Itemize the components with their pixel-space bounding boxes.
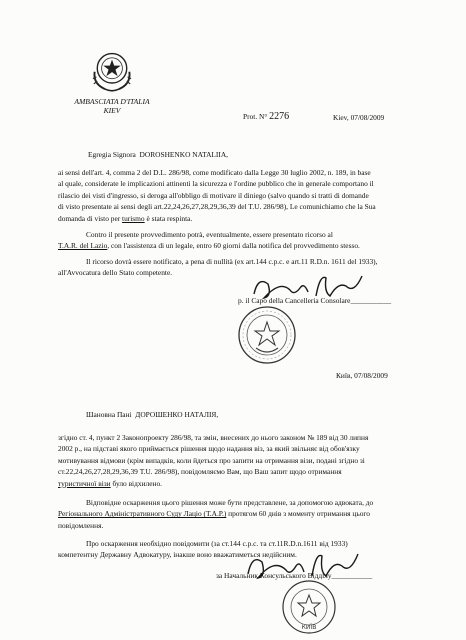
paragraph-it-1: ai sensi dell'art. 4, comma 2 del D.L. 286/98, come modificato dalla Legge 30 luglio 2002, n. 189, in base al quale, considerate le implicazioni attinenti la sicurezza e l'ordine pubblico che in generale comportano il rilascio dei visti d'ingresso, si deroga all'obbligo di motivare il diniego (salvo quando si tratti di domande di visto presentate ai sensi degli art.22,24,26,27,28,29,36,39 del T.U. 286/98), Le comunichiamo che la Sua domanda di visto per turismo è stata respinta.: [58, 168, 376, 223]
italian-emblem-icon: [86, 44, 138, 96]
paragraph-ua-3: Про оскарження необхідно повідомити (за ст.144 с.р.с. та ст.11R.D.n.1611 від 1933) компетентну Державну Адвокатуру, інакше воно вважатиметься недійсним.: [58, 539, 348, 560]
paragraph-ua-1: згідно ст. 4, пункт 2 Законопроекту 286/98, та змін, внесених до нього законом № 189 від 30 липня 2002 р., на підставі якого приймається рішення щодо надання віз, за який звільняє від обов'язку мотивування відмови (крім випадків, коли йдеться про запити на отримання візи, подані згідно зі ст.22,24,26,27,28,29,36,39 Т.U. 286/98), повідомляємо Вам, що Ваш запит щодо отримання туристичної візи було відхилено.: [58, 433, 369, 488]
paragraph-ua-2: Відповідне оскарження цього рішення може бути представлене, за допомогою адвоката, до Регіонального Адміністративного Суду Лаціо (Т.А.Р.) протягом 60 днів з моменту отримання цього повідомлення.: [58, 498, 374, 530]
addressee-it: DOROSHENKO NATALIIA,: [139, 150, 229, 159]
paragraph-it-3: Il ricorso dovrà essere notificato, a pena di nullità (ex art.144 c.p.c. e art.11 R.D.n. 1611 del 1933), all'Avvocatura dello Stato competente.: [58, 257, 378, 278]
salutation-it: Egregia Signora DOROSHENKO NATALIIA,: [88, 150, 229, 159]
consular-seal-1: [236, 304, 298, 366]
signoff-ua: за Начальник Консульського Відділу___________: [216, 571, 373, 580]
place-date-it: Kiev, 07/08/2009: [333, 113, 385, 122]
protocol-number: 2276: [269, 111, 290, 122]
consular-seal-2: [280, 578, 338, 636]
place-date-ua: Київ, 07/08/2009: [336, 371, 388, 380]
addressee-ua: ДОРОШЕНКО НАТАЛІЯ,: [135, 410, 219, 419]
salutation-ua: Шановна Пані ДОРОШЕНКО НАТАЛІЯ,: [86, 410, 219, 419]
seal-text: КИЇВ: [301, 624, 317, 631]
institution-name: [56, 97, 168, 116]
institution-line1: AMBASCIATA D'ITALIA: [74, 97, 150, 106]
institution-line2: KIEV: [103, 106, 121, 116]
signoff-it: p. il Capo della Cancelleria Consolare___________: [238, 296, 392, 305]
paragraph-it-2: Contro il presente provvedimento potrà, eventualmente, essere presentato ricorso al T.A.R. del Lazio, con l'assistenza di un legale, entro 60 giorni dalla notifica del provvedimento stesso.: [58, 230, 360, 251]
protocol-line: Prot. N° 2276: [243, 111, 290, 122]
